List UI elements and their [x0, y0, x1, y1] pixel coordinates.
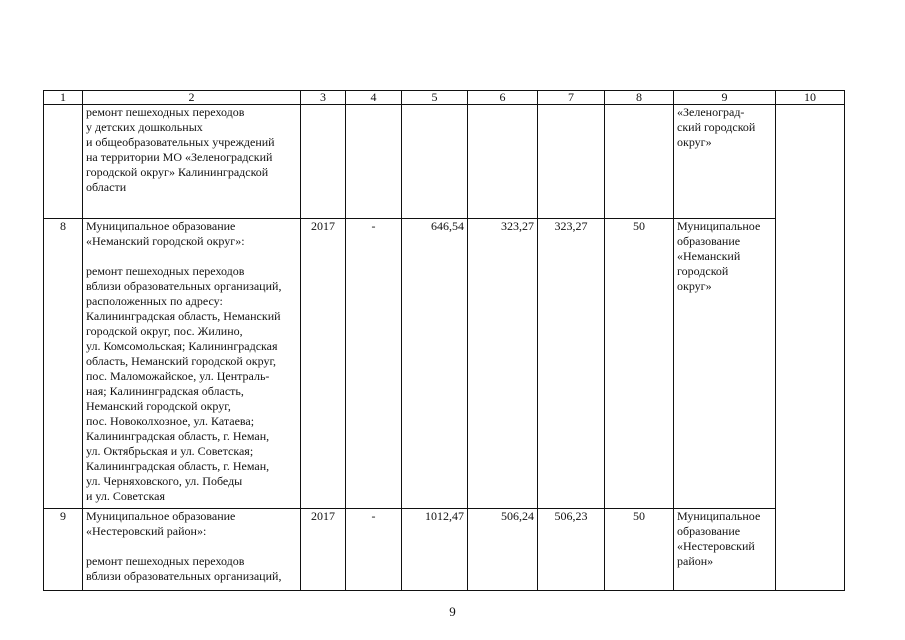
recipient-text: «Зеленоград- ский городской округ» [677, 105, 756, 149]
header-cell: 7 [538, 91, 605, 105]
table-row [44, 219, 845, 509]
percent-cell [605, 105, 674, 219]
col4-cell: - [346, 219, 402, 509]
description-intro: Муниципальное образование «Нестеровский район»: [86, 509, 236, 538]
year-cell: 2017 [301, 219, 346, 509]
amount-cell: 506,23 [538, 509, 605, 591]
year-cell [301, 105, 346, 219]
header-cell: 8 [605, 91, 674, 105]
amount-cell [468, 105, 538, 219]
col10-cell [776, 105, 845, 591]
header-row [44, 91, 845, 105]
amount-cell: 323,27 [538, 219, 605, 509]
header-cell: 5 [402, 91, 468, 105]
description-body: ремонт пешеходных переходов вблизи образовательных организаций, [86, 554, 282, 583]
appendix-table [43, 90, 845, 591]
row-number-cell: 9 [44, 509, 83, 591]
description-intro: Муниципальное образование «Неманский городской округ»: [86, 219, 245, 248]
header-cell: 10 [776, 91, 845, 105]
description-cell [83, 509, 301, 591]
amount-cell: 506,24 [468, 509, 538, 591]
recipient-cell [674, 219, 776, 509]
description-body: ремонт пешеходных переходов у детских дошкольных и общеобразовательных учреждений на территории МО «Зеленоградский городской округ» Калининградской области [86, 105, 275, 194]
total-amount-cell [402, 105, 468, 219]
recipient-cell [674, 509, 776, 591]
header-cell: 3 [301, 91, 346, 105]
total-amount-cell: 646,54 [402, 219, 468, 509]
description-body: ремонт пешеходных переходов вблизи образовательных организаций, расположенных по адресу: Калининградская область, Неманский городской округ, пос. Жилино, ул. Комсомольская; Калининградская область, Неманский городской округ, пос. Маломожайское, ул. Централь- ная; Калининградская область, Неманский городской округ, пос. Новоколхозное, ул. Катаева; Калининградская область, г. Неман, ул. Октябрьская и ул. Советская; Калининградская область, г. Неман, ул. Черняховского, ул. Победы и ул. Советская [86, 264, 282, 503]
header-cell: 2 [83, 91, 301, 105]
table-row [44, 105, 845, 219]
header-cell: 4 [346, 91, 402, 105]
percent-cell: 50 [605, 509, 674, 591]
header-cell: 6 [468, 91, 538, 105]
recipient-text: Муниципальное образование «Нестеровский район» [677, 509, 761, 568]
header-cell: 1 [44, 91, 83, 105]
col4-cell [346, 105, 402, 219]
recipient-cell [674, 105, 776, 219]
year-cell: 2017 [301, 509, 346, 591]
header-cell: 9 [674, 91, 776, 105]
total-amount-cell: 1012,47 [402, 509, 468, 591]
row-number-cell: 8 [44, 219, 83, 509]
row-number-cell [44, 105, 83, 219]
col4-cell: - [346, 509, 402, 591]
page-number: 9 [449, 604, 456, 619]
recipient-text: Муниципальное образование «Неманский городской округ» [677, 219, 761, 293]
amount-cell: 323,27 [468, 219, 538, 509]
amount-cell [538, 105, 605, 219]
percent-cell: 50 [605, 219, 674, 509]
description-cell [83, 105, 301, 219]
description-cell [83, 219, 301, 509]
table-row [44, 509, 845, 591]
